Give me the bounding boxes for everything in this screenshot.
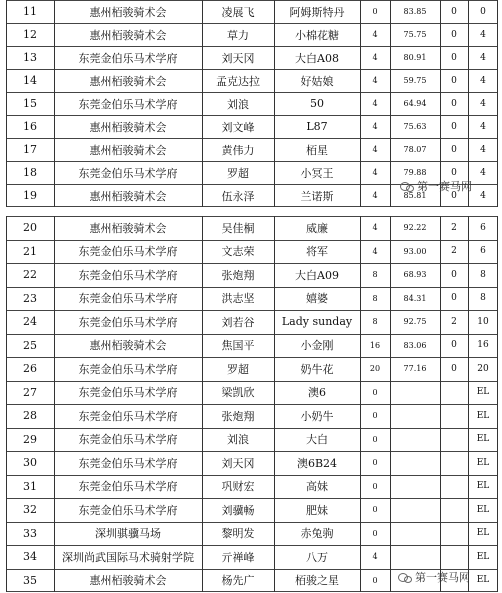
cell-a: 0 bbox=[372, 411, 378, 421]
cell-a: 4 bbox=[372, 145, 378, 154]
cell-horse: 小奶牛 bbox=[300, 409, 334, 423]
table-row bbox=[6, 498, 498, 522]
cell-c: 0 bbox=[451, 29, 457, 40]
cell-rider: 亓禅峰 bbox=[221, 550, 255, 564]
cell-c: 2 bbox=[451, 222, 457, 233]
cell-a: 0 bbox=[372, 505, 378, 515]
cell-no: 27 bbox=[23, 385, 37, 399]
cell-no: 34 bbox=[23, 550, 37, 564]
row-divider bbox=[6, 545, 498, 546]
row-divider bbox=[6, 591, 498, 592]
cell-horse: 澳6B24 bbox=[296, 456, 338, 470]
row-divider bbox=[6, 287, 498, 288]
cell-b: 83.85 bbox=[403, 7, 427, 16]
cell-horse: 兰诺斯 bbox=[300, 189, 334, 203]
cell-no: 28 bbox=[23, 409, 37, 423]
table-row bbox=[6, 310, 498, 334]
cell-b: 80.91 bbox=[403, 53, 427, 62]
cell-no: 33 bbox=[23, 526, 37, 540]
cell-a: 0 bbox=[372, 7, 378, 16]
table-row bbox=[6, 23, 498, 46]
cell-no: 17 bbox=[23, 143, 37, 156]
column-divider bbox=[6, 216, 7, 592]
cell-b: 84.31 bbox=[403, 293, 427, 303]
wechat-icon bbox=[400, 181, 414, 192]
row-divider bbox=[6, 0, 498, 1]
row-divider bbox=[6, 428, 498, 429]
cell-horse: 阿姆斯特丹 bbox=[289, 5, 345, 19]
cell-c bbox=[440, 475, 468, 499]
cell-no: 21 bbox=[23, 244, 37, 258]
results-table-part-2 bbox=[6, 216, 498, 593]
cell-d: 8 bbox=[480, 293, 486, 304]
row-divider bbox=[6, 263, 498, 264]
cell-rider: 巩财宏 bbox=[221, 480, 255, 494]
cell-horse: 小冥王 bbox=[300, 166, 334, 180]
row-divider bbox=[6, 381, 498, 382]
column-divider bbox=[360, 0, 361, 207]
cell-no: 12 bbox=[23, 28, 37, 41]
column-divider bbox=[390, 0, 391, 207]
row-divider bbox=[6, 404, 498, 405]
cell-club: 东莞金伯乐马术学府 bbox=[78, 409, 178, 423]
cell-no: 32 bbox=[23, 503, 37, 517]
row-divider bbox=[6, 161, 498, 162]
cell-a: 16 bbox=[369, 340, 381, 350]
cell-club: 惠州栢骏骑术会 bbox=[89, 221, 167, 235]
cell-d: EL bbox=[476, 410, 490, 421]
cell-a: 0 bbox=[372, 434, 378, 444]
cell-club: 东莞金伯乐马术学府 bbox=[78, 315, 178, 329]
cell-a: 0 bbox=[372, 458, 378, 468]
cell-b: 92.22 bbox=[403, 223, 427, 233]
cell-b bbox=[390, 498, 440, 522]
cell-d: 4 bbox=[480, 29, 486, 40]
table-row bbox=[6, 287, 498, 311]
cell-club: 东莞金伯乐马术学府 bbox=[78, 503, 178, 517]
cell-club: 惠州栢骏骑术会 bbox=[89, 5, 167, 19]
column-divider bbox=[202, 216, 203, 592]
cell-d: 4 bbox=[480, 52, 486, 63]
cell-b bbox=[390, 451, 440, 475]
cell-horse: 威廉 bbox=[306, 221, 328, 235]
watermark bbox=[400, 178, 472, 194]
cell-a: 4 bbox=[372, 191, 378, 200]
cell-a: 4 bbox=[372, 30, 378, 39]
cell-club: 东莞金伯乐马术学府 bbox=[78, 292, 178, 306]
table-row bbox=[6, 428, 498, 452]
cell-club: 惠州栢骏骑术会 bbox=[89, 143, 167, 157]
cell-b bbox=[390, 545, 440, 569]
cell-no: 29 bbox=[23, 432, 37, 446]
cell-no: 24 bbox=[23, 315, 37, 329]
cell-d: 4 bbox=[480, 75, 486, 86]
column-divider bbox=[497, 216, 498, 592]
cell-club: 惠州栢骏骑术会 bbox=[89, 339, 167, 353]
table-row bbox=[6, 92, 498, 115]
cell-b bbox=[390, 475, 440, 499]
cell-a: 4 bbox=[372, 122, 378, 131]
cell-c: 0 bbox=[451, 121, 457, 132]
cell-no: 11 bbox=[23, 5, 37, 18]
cell-horse: 50 bbox=[310, 97, 324, 110]
cell-no: 19 bbox=[23, 189, 37, 202]
cell-a: 20 bbox=[369, 364, 381, 374]
cell-a: 4 bbox=[372, 76, 378, 85]
cell-no: 15 bbox=[23, 97, 37, 110]
row-divider bbox=[6, 216, 498, 217]
cell-c: 2 bbox=[451, 316, 457, 327]
cell-c bbox=[440, 404, 468, 428]
cell-no: 30 bbox=[23, 456, 37, 470]
cell-rider: 罗超 bbox=[227, 166, 249, 180]
cell-rider: 黎明发 bbox=[221, 527, 255, 541]
row-divider bbox=[6, 334, 498, 335]
row-divider bbox=[6, 522, 498, 523]
watermark-text: 第一赛马网 bbox=[417, 180, 472, 193]
cell-d: 10 bbox=[477, 316, 489, 327]
table-row bbox=[6, 475, 498, 499]
cell-no: 16 bbox=[23, 120, 37, 133]
cell-rider: 伍永泽 bbox=[221, 189, 255, 203]
cell-c: 0 bbox=[451, 75, 457, 86]
cell-no: 31 bbox=[23, 479, 37, 493]
cell-no: 14 bbox=[23, 74, 37, 87]
row-divider bbox=[6, 138, 498, 139]
cell-horse: 小棉花糖 bbox=[295, 28, 339, 42]
column-divider bbox=[440, 0, 441, 207]
watermark bbox=[398, 569, 470, 585]
cell-horse: 大白A09 bbox=[295, 268, 339, 282]
cell-c: 0 bbox=[451, 363, 457, 374]
cell-club: 东莞金伯乐马术学府 bbox=[78, 362, 178, 376]
column-divider bbox=[274, 0, 275, 207]
cell-club: 东莞金伯乐马术学府 bbox=[78, 245, 178, 259]
cell-horse: 栢骏之星 bbox=[295, 574, 339, 588]
row-divider bbox=[6, 23, 498, 24]
cell-rider: 洪志坚 bbox=[221, 292, 255, 306]
cell-horse: 栢星 bbox=[306, 143, 328, 157]
cell-horse: Lady sunday bbox=[281, 315, 353, 329]
cell-a: 8 bbox=[372, 270, 378, 280]
cell-c: 2 bbox=[451, 246, 457, 257]
wechat-icon bbox=[398, 572, 412, 583]
cell-c: 0 bbox=[451, 144, 457, 155]
cell-rider: 凌展飞 bbox=[221, 5, 255, 19]
cell-a: 4 bbox=[372, 168, 378, 177]
cell-d: 6 bbox=[480, 222, 486, 233]
cell-club: 深圳尚武国际马术骑射学院 bbox=[62, 550, 194, 564]
cell-horse: L87 bbox=[306, 120, 328, 133]
cell-b: 77.16 bbox=[403, 364, 427, 374]
cell-horse: 澳6 bbox=[308, 386, 326, 400]
cell-a: 4 bbox=[372, 223, 378, 233]
cell-a: 4 bbox=[372, 53, 378, 62]
cell-no: 35 bbox=[23, 573, 37, 587]
cell-rider: 罗超 bbox=[227, 362, 249, 376]
cell-c: 0 bbox=[451, 52, 457, 63]
table-row bbox=[6, 263, 498, 287]
cell-b: 68.93 bbox=[403, 270, 427, 280]
cell-rider: 刘浪 bbox=[227, 433, 249, 447]
row-divider bbox=[6, 310, 498, 311]
cell-club: 惠州栢骏骑术会 bbox=[89, 189, 167, 203]
cell-no: 18 bbox=[23, 166, 37, 179]
cell-c: 0 bbox=[451, 190, 457, 201]
cell-d: 6 bbox=[480, 246, 486, 257]
row-divider bbox=[6, 92, 498, 93]
cell-c: 0 bbox=[451, 293, 457, 304]
row-divider bbox=[6, 240, 498, 241]
cell-b: 92.75 bbox=[403, 317, 427, 327]
cell-club: 东莞金伯乐马术学府 bbox=[78, 456, 178, 470]
cell-d: EL bbox=[476, 528, 490, 539]
table-row bbox=[6, 357, 498, 381]
cell-horse: 赤兔驹 bbox=[300, 527, 334, 541]
cell-club: 东莞金伯乐马术学府 bbox=[78, 433, 178, 447]
cell-club: 东莞金伯乐马术学府 bbox=[78, 268, 178, 282]
column-divider bbox=[274, 216, 275, 592]
cell-rider: 刘骥畅 bbox=[221, 503, 255, 517]
table-row bbox=[6, 545, 498, 569]
cell-b bbox=[390, 522, 440, 546]
cell-rider: 梁凯欣 bbox=[221, 386, 255, 400]
cell-rider: 吴佳桐 bbox=[221, 221, 255, 235]
cell-d: 0 bbox=[480, 6, 486, 17]
row-divider bbox=[6, 475, 498, 476]
cell-rider: 文志荣 bbox=[221, 245, 255, 259]
column-divider bbox=[54, 216, 55, 592]
cell-b: 85.81 bbox=[403, 191, 427, 200]
cell-d: EL bbox=[476, 551, 490, 562]
cell-b: 64.94 bbox=[403, 99, 427, 108]
cell-c: 0 bbox=[451, 167, 457, 178]
cell-horse: 嬉婆 bbox=[306, 292, 328, 306]
cell-club: 惠州栢骏骑术会 bbox=[89, 74, 167, 88]
cell-b: 93.00 bbox=[403, 246, 427, 256]
cell-no: 13 bbox=[23, 51, 37, 64]
cell-horse: 大白A08 bbox=[295, 51, 339, 65]
cell-b: 59.75 bbox=[403, 76, 427, 85]
cell-club: 东莞金伯乐马术学府 bbox=[78, 480, 178, 494]
cell-a: 0 bbox=[372, 575, 378, 585]
cell-no: 22 bbox=[23, 268, 37, 282]
column-divider bbox=[54, 0, 55, 207]
cell-d: EL bbox=[476, 387, 490, 398]
table-gap bbox=[0, 207, 502, 216]
cell-a: 0 bbox=[372, 387, 378, 397]
cell-rider: 刘文峰 bbox=[221, 120, 255, 134]
cell-rider: 刘浪 bbox=[227, 97, 249, 111]
cell-club: 东莞金伯乐马术学府 bbox=[78, 166, 178, 180]
cell-club: 惠州栢骏骑术会 bbox=[89, 574, 167, 588]
results-table-part-1 bbox=[6, 0, 498, 207]
cell-c bbox=[440, 451, 468, 475]
cell-b bbox=[390, 404, 440, 428]
cell-c: 0 bbox=[451, 98, 457, 109]
table-row bbox=[6, 216, 498, 240]
cell-rider: 刘天冈 bbox=[221, 456, 255, 470]
cell-d: 4 bbox=[480, 167, 486, 178]
cell-club: 深圳骐骥马场 bbox=[95, 527, 161, 541]
cell-d: EL bbox=[476, 481, 490, 492]
watermark-text: 第一赛马网 bbox=[415, 571, 470, 584]
cell-rider: 焦国平 bbox=[221, 339, 255, 353]
cell-d: 4 bbox=[480, 121, 486, 132]
cell-b: 75.63 bbox=[403, 122, 427, 131]
cell-a: 4 bbox=[372, 246, 378, 256]
cell-rider: 张炮翔 bbox=[221, 268, 255, 282]
table-row bbox=[6, 0, 498, 23]
column-divider bbox=[440, 216, 441, 592]
table-row bbox=[6, 240, 498, 264]
table-row bbox=[6, 69, 498, 92]
row-divider bbox=[6, 46, 498, 47]
cell-horse: 肥妹 bbox=[306, 503, 328, 517]
cell-a: 8 bbox=[372, 317, 378, 327]
column-divider bbox=[202, 0, 203, 207]
column-divider bbox=[390, 216, 391, 592]
cell-b: 79.88 bbox=[403, 168, 427, 177]
cell-horse: 大白 bbox=[306, 433, 328, 447]
cell-d: EL bbox=[476, 575, 490, 586]
table-row bbox=[6, 404, 498, 428]
column-divider bbox=[360, 216, 361, 592]
table-row bbox=[6, 138, 498, 161]
cell-b: 78.07 bbox=[403, 145, 427, 154]
cell-horse: 八万 bbox=[306, 550, 328, 564]
cell-horse: 将军 bbox=[306, 245, 328, 259]
cell-no: 25 bbox=[23, 338, 37, 352]
cell-rider: 孟克达拉 bbox=[216, 74, 260, 88]
cell-b: 75.75 bbox=[403, 30, 427, 39]
cell-c: 0 bbox=[451, 340, 457, 351]
cell-d: 4 bbox=[480, 98, 486, 109]
row-divider bbox=[6, 69, 498, 70]
cell-c bbox=[440, 428, 468, 452]
cell-d: EL bbox=[476, 504, 490, 515]
column-divider bbox=[497, 0, 498, 207]
cell-d: 4 bbox=[480, 190, 486, 201]
cell-rider: 草力 bbox=[227, 28, 249, 42]
cell-a: 0 bbox=[372, 481, 378, 491]
cell-d: 4 bbox=[480, 144, 486, 155]
cell-club: 东莞金伯乐马术学府 bbox=[78, 51, 178, 65]
cell-d: EL bbox=[476, 434, 490, 445]
cell-horse: 高妹 bbox=[306, 480, 328, 494]
cell-a: 4 bbox=[372, 99, 378, 108]
cell-c bbox=[440, 522, 468, 546]
cell-no: 23 bbox=[23, 291, 37, 305]
cell-rider: 黄伟力 bbox=[221, 143, 255, 157]
cell-c bbox=[440, 381, 468, 405]
column-divider bbox=[6, 0, 7, 207]
cell-rider: 刘天冈 bbox=[221, 51, 255, 65]
cell-b bbox=[390, 428, 440, 452]
table-row bbox=[6, 522, 498, 546]
cell-c bbox=[440, 545, 468, 569]
cell-b bbox=[390, 381, 440, 405]
table-row bbox=[6, 334, 498, 358]
table-row bbox=[6, 46, 498, 69]
column-divider bbox=[468, 216, 469, 592]
cell-club: 惠州栢骏骑术会 bbox=[89, 28, 167, 42]
cell-rider: 张炮翔 bbox=[221, 409, 255, 423]
cell-b: 83.06 bbox=[403, 340, 427, 350]
table-row bbox=[6, 381, 498, 405]
cell-c bbox=[440, 498, 468, 522]
cell-horse: 小金刚 bbox=[300, 339, 334, 353]
cell-no: 20 bbox=[23, 221, 37, 235]
cell-a: 4 bbox=[372, 552, 378, 562]
cell-d: 8 bbox=[480, 269, 486, 280]
cell-horse: 奶牛花 bbox=[300, 362, 334, 376]
table-row bbox=[6, 115, 498, 138]
cell-c: 0 bbox=[451, 269, 457, 280]
cell-rider: 杨先广 bbox=[221, 574, 255, 588]
cell-d: EL bbox=[476, 457, 490, 468]
cell-a: 0 bbox=[372, 528, 378, 538]
table-row bbox=[6, 451, 498, 475]
row-divider bbox=[6, 498, 498, 499]
row-divider bbox=[6, 357, 498, 358]
cell-d: 20 bbox=[477, 363, 489, 374]
row-divider bbox=[6, 451, 498, 452]
cell-rider: 刘若谷 bbox=[221, 315, 255, 329]
cell-no: 26 bbox=[23, 362, 37, 376]
row-divider bbox=[6, 115, 498, 116]
cell-club: 东莞金伯乐马术学府 bbox=[78, 386, 178, 400]
cell-club: 惠州栢骏骑术会 bbox=[89, 120, 167, 134]
cell-club: 东莞金伯乐马术学府 bbox=[78, 97, 178, 111]
cell-c: 0 bbox=[451, 6, 457, 17]
cell-a: 8 bbox=[372, 293, 378, 303]
cell-horse: 好姑娘 bbox=[300, 74, 334, 88]
cell-d: 16 bbox=[477, 340, 489, 351]
column-divider bbox=[468, 0, 469, 207]
